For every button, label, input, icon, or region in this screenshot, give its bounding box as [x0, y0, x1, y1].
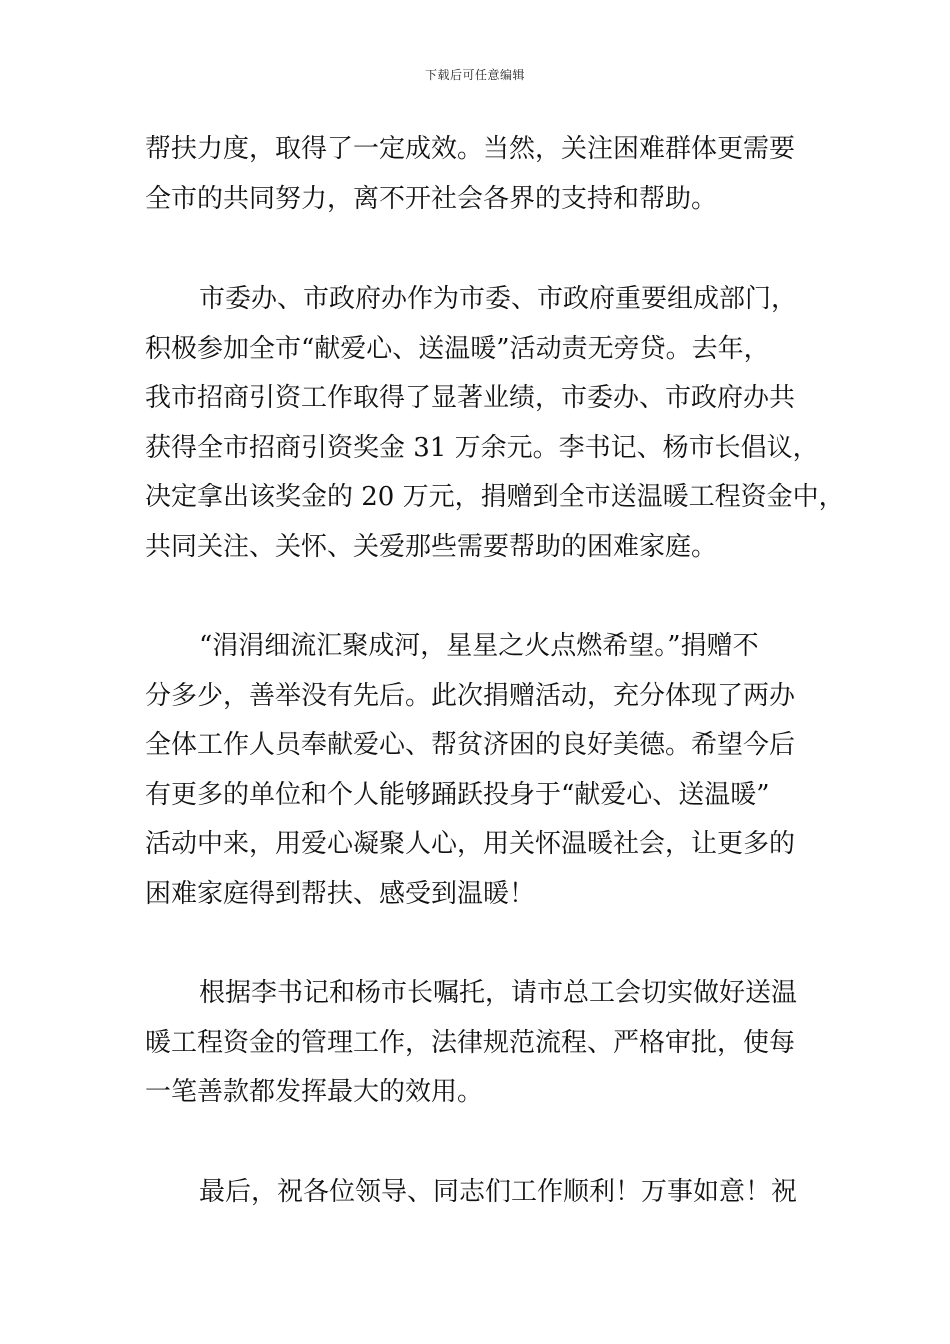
paragraph-4-line-1: 根据李书记和杨市长嘱托，请市总工会切实做好送温: [199, 978, 798, 1008]
paragraph-4-line-2: 暖工程资金的管理工作，法律规范流程、严格审批，使每: [145, 1028, 796, 1058]
paragraph-2-line-6: 共同关注、关怀、关爱那些需要帮助的困难家庭。: [145, 532, 718, 562]
paragraph-3-line-3: 全体工作人员奉献爱心、帮贫济困的良好美德。希望今后: [145, 730, 796, 760]
paragraph-3-line-5: 活动中来，用爱心凝聚人心，用关怀温暖社会，让更多的: [145, 829, 796, 859]
paragraph-2-line-4: 获得全市招商引资奖金 31 万余元。李书记、杨市长倡议，: [145, 433, 819, 463]
paragraph-5-line-1: 最后，祝各位领导、同志们工作顺利！万事如意！祝: [199, 1177, 798, 1207]
paragraph-3-line-4: 有更多的单位和个人能够踊跃投身于“献爱心、送温暖”: [145, 780, 770, 810]
paragraph-2-line-2: 积极参加全市“献爱心、送温暖”活动责无旁贷。去年，: [145, 334, 770, 364]
paragraph-3-line-2: 分多少，善举没有先后。此次捐赠活动，充分体现了两办: [145, 681, 796, 711]
paragraph-1-line-1: 帮扶力度，取得了一定成效。当然，关注困难群体更需要: [145, 134, 796, 164]
paragraph-2-line-1: 市委办、市政府办作为市委、市政府重要组成部门，: [199, 284, 798, 314]
paragraph-3-line-6: 困难家庭得到帮扶、感受到温暖！: [145, 879, 536, 909]
paragraph-2-line-5: 决定拿出该奖金的 20 万元，捐赠到全市送温暖工程资金中，: [145, 482, 845, 512]
paragraph-2-line-3: 我市招商引资工作取得了显著业绩，市委办、市政府办共: [145, 383, 796, 413]
page-header: 下载后可任意编辑: [424, 68, 525, 82]
paragraph-4-line-3: 一笔善款都发挥最大的效用。: [145, 1077, 484, 1107]
paragraph-1-line-2: 全市的共同努力，离不开社会各界的支持和帮助。: [145, 184, 718, 214]
paragraph-3-line-1: “涓涓细流汇聚成河，星星之火点燃希望。”捐赠不: [199, 631, 759, 661]
